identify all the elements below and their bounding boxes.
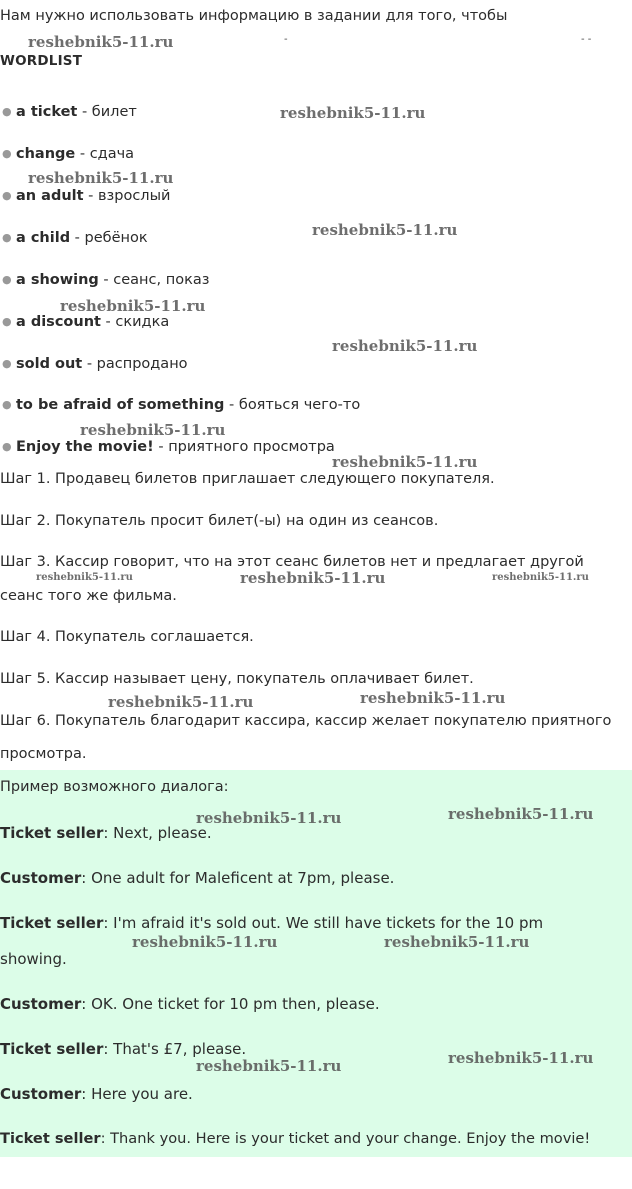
watermark: reshebnik5-11.ru bbox=[332, 337, 478, 355]
watermark: reshebnik5-11.ru bbox=[132, 933, 278, 951]
word-translation: - сдача bbox=[75, 146, 135, 162]
bullet-icon: ● bbox=[2, 231, 12, 244]
watermark: reshebnik5-11.ru bbox=[108, 693, 254, 711]
word-term: a discount bbox=[16, 314, 101, 330]
watermark: reshebnik5-11.ru bbox=[196, 809, 342, 827]
word-term: an adult bbox=[16, 188, 84, 204]
watermark: reshebnik5-11.ru bbox=[280, 104, 426, 122]
speaker-name: Ticket seller bbox=[0, 1040, 104, 1058]
speaker-name: Customer bbox=[0, 1085, 82, 1103]
watermark: reshebnik5-11.ru bbox=[448, 805, 594, 823]
word-translation: - взрослый bbox=[83, 188, 171, 204]
bullet-icon: ● bbox=[2, 273, 12, 286]
speaker-name: Ticket seller bbox=[0, 824, 104, 842]
bullet-icon: ● bbox=[2, 189, 12, 202]
word-translation: - сеанс, показ bbox=[98, 272, 210, 288]
step-text: Шаг 2. Покупатель просит билет(-ы) на один из сеансов. bbox=[0, 513, 439, 529]
dialog-text: : One adult for Maleficent at 7pm, please. bbox=[81, 869, 395, 887]
dialog-line bbox=[0, 948, 67, 970]
dialog-line bbox=[0, 822, 212, 844]
word-translation: - скидка bbox=[100, 314, 170, 330]
list-item bbox=[2, 185, 171, 207]
dialog-line bbox=[0, 1128, 590, 1150]
watermark: reshebnik5-11.ru bbox=[240, 569, 386, 587]
speaker-name: Customer bbox=[0, 869, 82, 887]
word-term: change bbox=[16, 146, 76, 162]
speaker-name: Ticket seller bbox=[0, 914, 104, 932]
word-term: to be afraid of something bbox=[16, 397, 225, 413]
dialog-line bbox=[0, 867, 394, 889]
watermark: reshebnik5-11.ru bbox=[196, 1057, 342, 1075]
watermark: reshebnik5-11.ru bbox=[448, 1049, 594, 1067]
watermark: reshebnik5-11.ru bbox=[28, 33, 174, 51]
dialog-line bbox=[0, 1083, 193, 1105]
separator-dash: - - bbox=[581, 34, 592, 45]
word-term: a child bbox=[16, 230, 71, 246]
list-item bbox=[2, 101, 137, 123]
separator-dash: - bbox=[284, 34, 288, 45]
word-term: a ticket bbox=[16, 104, 78, 120]
watermark: reshebnik5-11.ru bbox=[312, 221, 458, 239]
dialog-line bbox=[0, 912, 543, 934]
intro-text: Нам нужно использовать информацию в задании для того, чтобы bbox=[0, 8, 508, 24]
speaker-name: Ticket seller bbox=[0, 1130, 101, 1147]
step-text: сеанс того же фильма. bbox=[0, 588, 177, 604]
watermark: reshebnik5-11.ru bbox=[60, 297, 206, 315]
dialog-text: : OK. One ticket for 10 pm then, please. bbox=[81, 995, 380, 1013]
wordlist-title: WORDLIST bbox=[0, 53, 83, 69]
word-translation: - ребёнок bbox=[70, 230, 148, 246]
dialog-text: : That's £7, please. bbox=[103, 1040, 247, 1058]
watermark: reshebnik5-11.ru bbox=[36, 572, 133, 583]
word-translation: - распродано bbox=[82, 356, 188, 372]
step-text: просмотра. bbox=[0, 746, 87, 762]
dialog-text: : Here you are. bbox=[81, 1085, 193, 1103]
word-translation: - бояться чего-то bbox=[224, 397, 361, 413]
list-item bbox=[2, 143, 135, 165]
step-text: Шаг 6. Покупатель благодарит кассира, кассир желает покупателю приятного bbox=[0, 713, 612, 729]
dialog-text: : Thank you. Here is your ticket and your change. Enjoy the movie! bbox=[100, 1130, 591, 1147]
dialog-text: showing. bbox=[0, 950, 67, 968]
bullet-icon: ● bbox=[2, 398, 12, 411]
bullet-icon: ● bbox=[2, 147, 12, 160]
dialog-title: Пример возможного диалога: bbox=[0, 779, 229, 795]
step-text: Шаг 3. Кассир говорит, что на этот сеанс билетов нет и предлагает другой bbox=[0, 554, 584, 570]
word-term: sold out bbox=[16, 356, 83, 372]
watermark: reshebnik5-11.ru bbox=[80, 421, 226, 439]
bullet-icon: ● bbox=[2, 440, 12, 453]
word-translation: - приятного просмотра bbox=[153, 439, 335, 455]
list-item bbox=[2, 394, 361, 416]
dialog-text: : Next, please. bbox=[103, 824, 212, 842]
word-term: Enjoy the movie! bbox=[16, 439, 154, 455]
step-text: Шаг 1. Продавец билетов приглашает следующего покупателя. bbox=[0, 471, 495, 487]
bullet-icon: ● bbox=[2, 357, 12, 370]
speaker-name: Customer bbox=[0, 995, 82, 1013]
step-text: Шаг 4. Покупатель соглашается. bbox=[0, 629, 254, 645]
bullet-icon: ● bbox=[2, 105, 12, 118]
step-text: Шаг 5. Кассир называет цену, покупатель оплачивает билет. bbox=[0, 671, 474, 687]
bullet-icon: ● bbox=[2, 315, 12, 328]
dialog-text: : I'm afraid it's sold out. We still have tickets for the 10 pm bbox=[103, 914, 544, 932]
list-item bbox=[2, 227, 148, 249]
watermark: reshebnik5-11.ru bbox=[332, 453, 478, 471]
watermark: reshebnik5-11.ru bbox=[28, 169, 174, 187]
watermark: reshebnik5-11.ru bbox=[384, 933, 530, 951]
watermark: reshebnik5-11.ru bbox=[492, 572, 589, 583]
word-term: a showing bbox=[16, 272, 99, 288]
list-item bbox=[2, 436, 335, 458]
word-translation: - билет bbox=[77, 104, 137, 120]
list-item bbox=[2, 269, 210, 291]
dialog-line bbox=[0, 993, 380, 1015]
watermark: reshebnik5-11.ru bbox=[360, 689, 506, 707]
list-item bbox=[2, 353, 188, 375]
